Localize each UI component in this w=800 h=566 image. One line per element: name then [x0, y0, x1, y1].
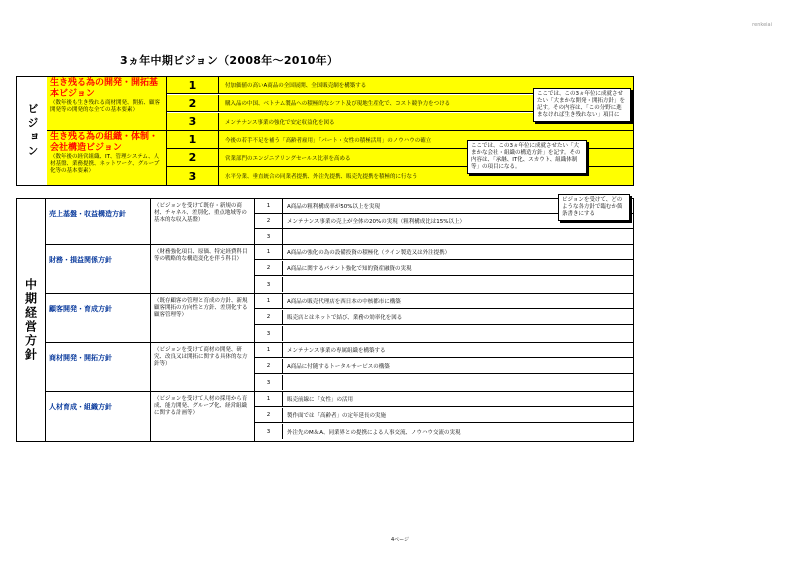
midterm-label: 中期経営方針 — [23, 278, 38, 362]
vision-group-2-title: 生き残る為の組織・体制・会社構造ビジョン — [50, 132, 159, 153]
section-row-text: 販売前線に「女性」の活用 — [287, 397, 354, 403]
section-name: 顧客開発・育成方針 — [45, 294, 151, 342]
vision-group-1-title-cell — [47, 77, 167, 131]
vision-callout-2: ここでは、この3ヵ年位に成就させたい「大まかな会社・組織の構造方針」を記す。その内容は、「承継、IT化、スカウト、組織体制等」の項目になる。 — [467, 140, 587, 174]
section-row-number: 1 — [255, 245, 283, 259]
section-row — [255, 424, 633, 439]
section-row-text: 販売店とはネットで結び、業務の効率化を図る — [287, 315, 403, 321]
section-row-number: 1 — [255, 199, 283, 213]
section-row — [255, 375, 633, 390]
section-row — [255, 408, 633, 423]
section-name: 商材開発・開拓方針 — [45, 343, 151, 391]
vision-callout-1: ここでは、この3ヵ年位に成就させたい「大まかな開発・開拓方針」を記す。その内容は、「この分野に進まなければ生き残れない」項目に — [533, 88, 631, 122]
midterm-label-cell — [17, 199, 46, 441]
section-row — [255, 245, 633, 260]
midterm-callout: ビジョンを受けて、どのような各方針で臨むか箇条書きにする — [558, 194, 630, 221]
section-row-text: 外注先のM＆A、同業界との提携による人事交流、ノウハウ交流の実現 — [287, 429, 461, 436]
vision-row-text: 付加価値の高いA商品の全国展開、全国販売網を構築する — [225, 83, 367, 89]
midterm-section — [45, 294, 633, 343]
vision-group-1-subtitle: （数年後も生き残れる商材開発、開拓、顧客開発等の開発的な全ての基本要素） — [50, 100, 161, 113]
vision-group-2-subtitle: （数年後の経営組織、IT、管理システム、人材基盤、業務提携、ネットワーク、グループ化等の基本要素） — [50, 154, 160, 174]
vision-row-text: 営業部門のエンジニアリングセールス比率を高める — [225, 155, 351, 162]
vision-label-cell — [17, 77, 48, 185]
midterm-section — [45, 199, 633, 245]
vision-row-number: 3 — [167, 167, 219, 185]
section-row-text: メンテナンス事業の専属組織を構築する — [287, 348, 386, 354]
section-row-text: A商品に関するパテント強化で知的資産融資の実現 — [287, 266, 412, 272]
section-row-number: 2 — [255, 261, 283, 275]
section-row-number: 2 — [255, 214, 283, 228]
vision-row-number: 2 — [167, 149, 219, 166]
section-row — [255, 294, 633, 309]
section-row-text: A商品の強化の為の設備投資の積極化（ライン製造又は外注提携） — [287, 250, 451, 256]
section-row-text: A商品の粗利構成率が50%以上を実現 — [287, 204, 380, 210]
vision-row-number: 2 — [167, 95, 219, 111]
section-name: 財務・損益関係方針 — [45, 245, 151, 293]
section-name: 人材育成・組織方針 — [45, 392, 151, 441]
page-title: 3ヵ年中期ビジョン（2008年～2010年） — [120, 54, 339, 67]
vision-group-1-title: 生き残る為の開発・開拓基本ビジョン — [50, 78, 159, 99]
section-row-text: 製作面では「高齢者」の定年延長の実施 — [287, 413, 387, 419]
midterm-section — [45, 245, 633, 294]
section-description: （ビジョンを受けて既存・新規の商材、チャネル、差別化、重点地域等の基本的な収入基盤） — [151, 199, 255, 244]
midterm-section — [45, 343, 633, 392]
section-row — [255, 359, 633, 374]
section-row-number: 2 — [255, 359, 283, 373]
section-row-number: 3 — [255, 229, 283, 244]
section-row-number: 1 — [255, 392, 283, 406]
section-description: （既存顧客の管理と育成の方針、新規顧客開拓の方向性と方針、差別化する顧客管理等） — [151, 294, 255, 342]
vision-label: ビジョン — [26, 103, 39, 159]
page-number: 4ページ — [390, 537, 410, 543]
section-row-text: A商品に付随するトータルサービスの構築 — [287, 364, 390, 370]
section-row — [255, 277, 633, 292]
section-row-number: 3 — [255, 375, 283, 390]
corner-note: renkeiai — [752, 22, 772, 28]
section-name: 売上基盤・収益構造方針 — [45, 199, 151, 244]
section-row-number: 1 — [255, 294, 283, 308]
section-row-number: 2 — [255, 310, 283, 324]
section-row — [255, 310, 633, 325]
section-row — [255, 392, 633, 407]
section-row-number: 3 — [255, 424, 283, 439]
vision-row-text: 水平分業、垂直統合の同業者提携、外注先提携、販売先提携を積極的に行なう — [225, 174, 418, 180]
section-row — [255, 343, 633, 358]
vision-row-number: 1 — [167, 77, 219, 93]
section-row — [255, 229, 633, 244]
midterm-table — [16, 198, 634, 442]
section-row — [255, 326, 633, 341]
section-row-number: 2 — [255, 408, 283, 422]
vision-group-2-title-cell — [47, 131, 167, 185]
section-row — [255, 261, 633, 276]
vision-row-number: 3 — [167, 113, 219, 130]
vision-row-number: 1 — [167, 131, 219, 148]
section-description: （ビジョンを受けて商材の開発、研究、改良又は開拓に関する具体的な方針等） — [151, 343, 255, 391]
section-row-number: 3 — [255, 277, 283, 292]
vision-row-text: 今後の若手不足を補う「高齢者雇用」「パート・女性の積極活用」のノウハウの確立 — [225, 137, 432, 144]
vision-row-text: 購入品の中国、ベトナム製品への積極的なシフト及び現地生産化で、コスト競争力をつける — [225, 101, 451, 107]
section-row-number: 3 — [255, 326, 283, 341]
section-description: （ビジョンを受けて人材の採用から育成、能力開発、グループ化、経営組織に関する計画等） — [151, 392, 255, 441]
midterm-section — [45, 392, 633, 441]
section-row-text: メンテナンス事業の売上が全体の20%の実現（粗利構成比は15%以上） — [287, 219, 466, 225]
section-row-text: A商品の販売代理店を西日本の中核都市に構築 — [287, 299, 401, 305]
section-description: （財務強化項目、原価、特定経費科目等の戦略的な構造変化を伴う科目） — [151, 245, 255, 293]
section-row-number: 1 — [255, 343, 283, 357]
vision-row-text: メンテナンス事業の強化で安定収益化を図る — [225, 119, 335, 126]
